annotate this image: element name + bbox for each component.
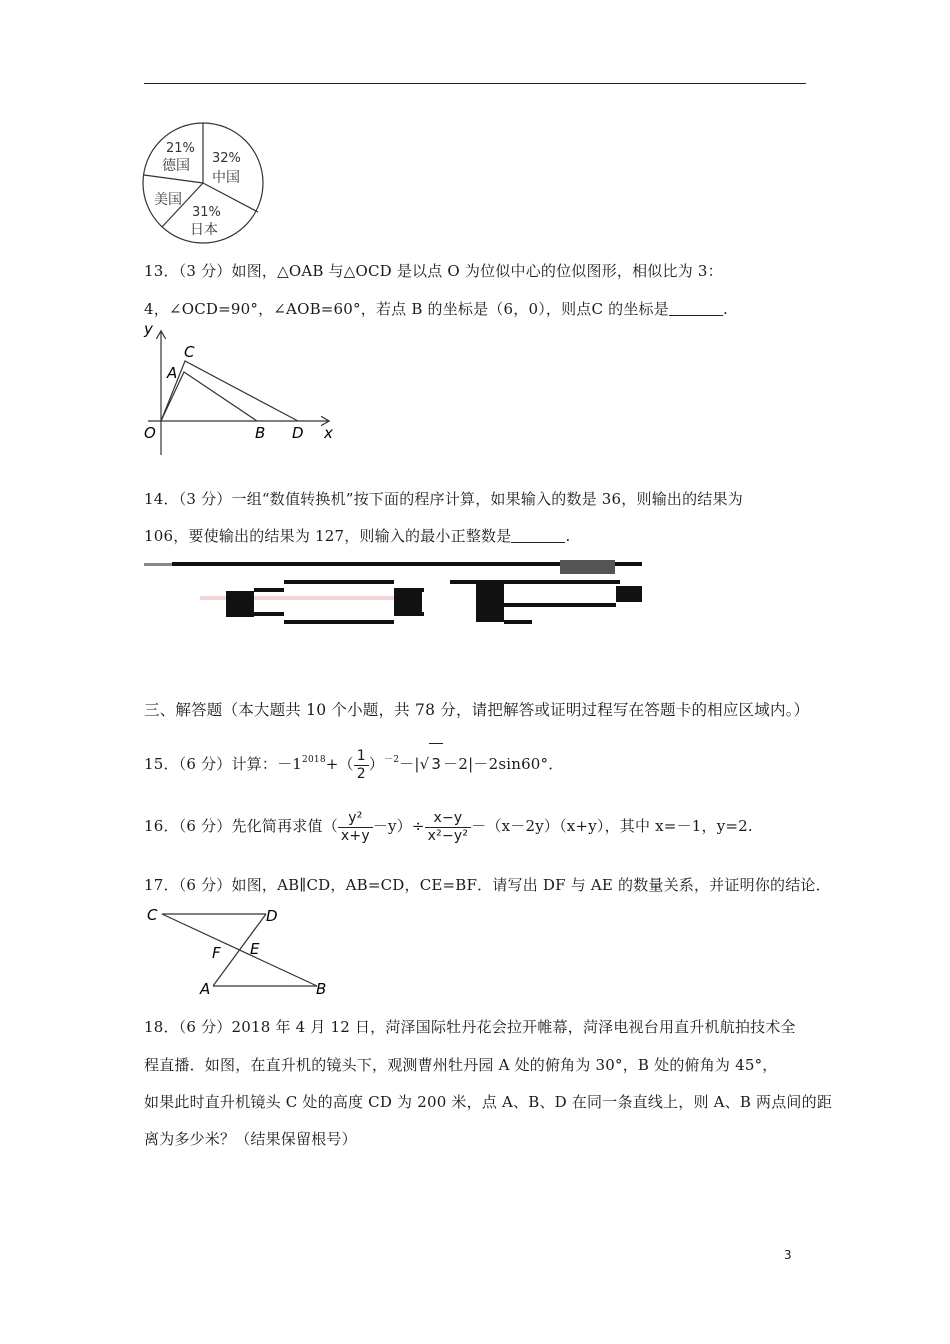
- q17-label-C: C: [147, 906, 158, 924]
- q15-frac-num: 1: [354, 748, 369, 766]
- q15-neg2: －2: [384, 755, 400, 765]
- q15-prefix: 15．（6 分）计算：－1: [144, 755, 303, 773]
- q16-f1-num: y²: [338, 810, 373, 828]
- q18-line2: 程直播．如图，在直升机的镜头下，观测曹州牡丹园 A 处的俯角为 30°，B 处的俯角为 45°，: [144, 1056, 778, 1074]
- pie-slice-2-label: 美国: [154, 192, 182, 208]
- q13-label-D: D: [292, 424, 304, 442]
- q13-label-A: A: [167, 364, 178, 382]
- q15-line: 15．（6 分）计算：$-1^{2018}+$（ $\frac{1}{2}$ ）$^{-2}$－|√ 3 －2|－2sin60°．: [144, 740, 563, 780]
- q13-label-O: O: [144, 424, 156, 442]
- q14-answer-blank: [511, 528, 565, 543]
- q17-label-B: B: [316, 980, 327, 997]
- q16-mid: －y）÷: [372, 817, 425, 835]
- pie-slice-0-pct: 21%: [166, 141, 195, 156]
- q15-frac-den: 2: [356, 765, 366, 782]
- pie-slice-3-label: 日本: [190, 222, 218, 238]
- q13-label-y: y: [144, 322, 153, 338]
- q16-suffix: －（x－2y）（x+y），其中 x=－1，y=2.: [471, 817, 753, 835]
- q17-label-E: E: [250, 940, 260, 958]
- q13-label-C: C: [184, 343, 195, 361]
- q13-label-x: x: [324, 424, 333, 442]
- q17-figure: [140, 902, 340, 997]
- q16-f1-den: x+y: [340, 827, 370, 844]
- q16-line: [144, 806, 753, 846]
- q16-f2-den: x²−y²: [427, 827, 469, 844]
- q17-line: 17．（6 分）如图，AB∥CD，AB=CD，CE=BF．请写出 DF 与 AE 的数量关系，并证明你的结论．: [144, 876, 831, 894]
- q17-label-D: D: [266, 907, 278, 925]
- q17-label-A: A: [200, 980, 211, 997]
- section3-heading: 三、解答题（本大题共 10 个小题，共 78 分，请把解答或证明过程写在答题卡的相应区域内。）: [144, 701, 810, 719]
- page-number: 3: [784, 1248, 792, 1262]
- q13-coordinate-figure: [140, 322, 340, 457]
- pie-slice-3-pct: 31%: [192, 205, 221, 220]
- pie-chart-figure: [140, 120, 270, 250]
- q15-sqrt-arg: 3: [429, 743, 443, 784]
- header-rule: [144, 83, 806, 84]
- q15-abs-rest: －2|－2sin60°．: [443, 755, 564, 773]
- q15-fraction: [354, 748, 369, 783]
- q16-prefix: 16．（6 分）先化简再求值（: [144, 817, 338, 835]
- q15-plus: +（: [325, 755, 354, 773]
- q14-line2-end: .: [565, 527, 571, 545]
- q16-f2-num: x−y: [425, 810, 472, 828]
- q13-answer-blank: [669, 301, 723, 316]
- q13-line2: [144, 299, 728, 319]
- q18-line3: 如果此时直升机镜头 C 处的高度 CD 为 200 米，点 A、B、D 在同一条直线上，则 A、B 两点间的距: [144, 1093, 833, 1111]
- q13-line1: 13．（3 分）如图，△OAB 与△OCD 是以点 O 为位似中心的位似图形，相似比为 3：: [144, 262, 723, 280]
- q16-fraction-2: [425, 810, 472, 845]
- q13-line2-text: 4，∠OCD=90°，∠AOB=60°，若点 B 的坐标是（6，0），则点C 的坐标是: [144, 300, 669, 318]
- q18-line4: 离为多少米？（结果保留根号）: [144, 1130, 357, 1148]
- q14-flowchart-figure: [140, 558, 650, 630]
- pie-slice-1-label: 中国: [212, 170, 240, 186]
- q13-label-B: B: [255, 424, 266, 442]
- pie-slice-1-pct: 32%: [212, 151, 241, 166]
- q14-line2-text: 106，要使输出的结果为 127，则输入的最小正整数是: [144, 527, 512, 545]
- q14-line1: 14．（3 分）一组“数值转换机”按下面的程序计算，如果输入的数是 36，则输出的结果为: [144, 490, 743, 508]
- q17-label-F: F: [212, 944, 221, 962]
- q13-line2-end: .: [722, 300, 728, 318]
- q16-fraction-1: [338, 810, 373, 845]
- q15-after-frac: ）: [368, 755, 385, 773]
- q14-line2: [144, 526, 570, 546]
- q18-line1: 18．（6 分）2018 年 4 月 12 日，菏泽国际牡丹花会拉开帷幕，菏泽电视台用直升机航拍技术全: [144, 1018, 796, 1036]
- q15-exponent: 2018: [302, 755, 326, 765]
- pie-slice-0-label: 德国: [162, 158, 190, 174]
- q15-abs-open: －|: [399, 755, 420, 773]
